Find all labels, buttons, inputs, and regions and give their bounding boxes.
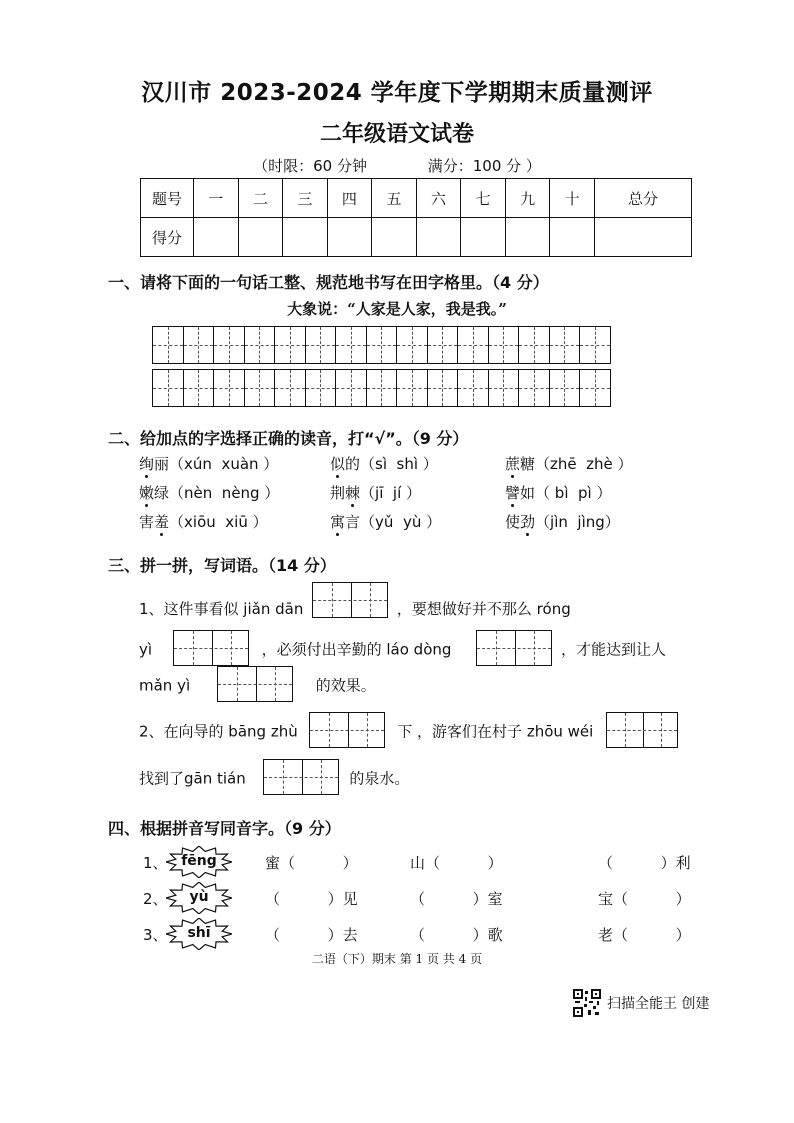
tianzige-cell[interactable] (183, 326, 215, 364)
line-text: mǎn yì (139, 676, 191, 695)
score-cell[interactable] (327, 218, 372, 257)
dotted-char: 羞 (154, 513, 170, 531)
pronunciation-item (139, 482, 279, 503)
homophone-blank[interactable]: （ ）见 (265, 890, 358, 908)
score-value-row (141, 218, 692, 257)
section3-line-2 (139, 634, 666, 666)
pinyin-label: yù (189, 889, 209, 905)
word-char: 荆 (330, 484, 346, 502)
tianzige-cell[interactable] (213, 326, 245, 364)
pinyin-options[interactable]: （xún xuàn ） (169, 455, 279, 473)
score-header-row (141, 179, 692, 218)
homophone-blank[interactable]: 老（ ） (598, 926, 691, 944)
section3-title: 三、拼一拼，写词语。（14 分） (108, 556, 336, 575)
tianzige-cell[interactable] (335, 326, 367, 364)
score-header-cell: 五 (372, 179, 417, 218)
pronunciation-item (330, 482, 421, 503)
word-char: 言 (345, 513, 361, 531)
tianzige-cell[interactable] (305, 369, 337, 407)
box-guide (264, 777, 338, 778)
homophone-blank[interactable]: 山（ ） (410, 854, 503, 872)
section1-title: 一、请将下面的一句话工整、规范地书写在田字格里。（4 分） (108, 273, 549, 292)
dotted-char: 譬 (505, 484, 521, 502)
score-header-cell: 七 (461, 179, 506, 218)
tianzige-cell[interactable] (183, 369, 215, 407)
box-guide (174, 648, 248, 649)
dotted-char: 寓 (330, 513, 346, 531)
pinyin-options[interactable]: （ bì pì ） (535, 484, 612, 502)
section3-line-4 (139, 716, 678, 748)
tianzige-cell[interactable] (427, 326, 459, 364)
tianzige-row-1[interactable] (153, 326, 611, 364)
exam-title: 汉川市 2023-2024 学年度下学期期末质量测评 (141, 80, 653, 106)
time-limit: （时限：60 分钟 (253, 157, 367, 175)
word-char: 如 (520, 484, 536, 502)
answer-box[interactable] (312, 582, 388, 618)
score-header-cell: 四 (327, 179, 372, 218)
line-text: ，必须付出辛勤的 láo dòng (261, 640, 452, 659)
score-header-cell: 二 (238, 179, 283, 218)
line-text: 的效果。 (315, 676, 376, 695)
pinyin-options[interactable]: （xiōu xiū ） (169, 513, 268, 531)
tianzige-cell[interactable] (427, 369, 459, 407)
tianzige-cell[interactable] (244, 369, 276, 407)
tianzige-cell[interactable] (335, 369, 367, 407)
box-guide (607, 730, 677, 731)
tianzige-cell[interactable] (396, 369, 428, 407)
box-guide (218, 684, 292, 685)
tianzige-cell[interactable] (549, 369, 581, 407)
line-text: 找到了gān tián (139, 769, 246, 788)
pinyin-options[interactable]: （yǔ yù ） (360, 513, 442, 531)
score-cell[interactable] (372, 218, 417, 257)
answer-box[interactable] (606, 712, 678, 748)
section2-title: 二、给加点的字选择正确的读音，打“√”。（9 分） (108, 429, 469, 448)
box-guide (310, 730, 384, 731)
score-cell[interactable] (505, 218, 550, 257)
dotted-char: 似 (330, 455, 346, 473)
word-char: 绿 (154, 484, 170, 502)
score-header-cell: 十 (550, 179, 595, 218)
score-cell[interactable] (595, 218, 692, 257)
score-header-cell: 九 (505, 179, 550, 218)
tianzige-cell[interactable] (274, 369, 306, 407)
answer-box[interactable] (263, 759, 339, 795)
answer-box[interactable] (173, 630, 249, 666)
pronunciation-item (330, 511, 441, 532)
dotted-char: 绚 (139, 455, 155, 473)
word-char: 的 (345, 455, 361, 473)
full-score: 满分：100 分 ） (427, 157, 541, 175)
line-text: yì (139, 640, 153, 659)
scanner-watermark (573, 989, 709, 1017)
pinyin-label: shī (187, 925, 211, 941)
dotted-char: 嫩 (139, 484, 155, 502)
line-text: 2、在向导的 bāng zhù (139, 722, 298, 741)
line-text: 1、这件事看似 jiǎn dān (139, 600, 304, 618)
word-char: 害 (139, 513, 155, 531)
answer-box[interactable] (217, 666, 293, 702)
dotted-char: 棘 (345, 484, 361, 502)
pinyin-options[interactable]: （sì shì ） (360, 455, 438, 473)
tianzige-cell[interactable] (457, 369, 489, 407)
item-number: 3、 (143, 926, 168, 944)
tianzige-cell[interactable] (152, 326, 184, 364)
score-header-cell: 题号 (141, 179, 194, 218)
item-number: 1、 (143, 854, 168, 872)
starburst-badge (166, 882, 232, 914)
score-cell[interactable] (461, 218, 506, 257)
line-text: ，要想做好并不那么 róng (396, 600, 571, 618)
homophone-blank[interactable]: （ ）歌 (410, 926, 503, 944)
exam-subtitle: 二年级语文试卷 (319, 122, 474, 147)
word-char: 丽 (154, 455, 170, 473)
section1-quote: 大象说：“人家是人家，我是我。” (287, 300, 507, 318)
homophone-blank[interactable]: （ ）去 (265, 926, 358, 944)
answer-box[interactable] (476, 630, 552, 666)
pinyin-options[interactable]: （jìn jìng） (535, 513, 620, 531)
score-row-label: 得分 (141, 218, 194, 257)
score-table (140, 178, 692, 257)
tianzige-cell[interactable] (366, 369, 398, 407)
pronunciation-item (505, 482, 611, 503)
pronunciation-item (505, 511, 620, 532)
tianzige-cell[interactable] (152, 369, 184, 407)
tianzige-cell[interactable] (366, 326, 398, 364)
pinyin-options[interactable]: （jī jí ） (360, 484, 422, 502)
starburst-badge (166, 846, 232, 878)
box-guide (477, 648, 551, 649)
starburst-badge (166, 918, 232, 950)
dotted-char: 劲 (520, 513, 536, 531)
tianzige-cell[interactable] (457, 326, 489, 364)
tianzige-cell[interactable] (305, 326, 337, 364)
pinyin-options[interactable]: （nèn nèng ） (169, 484, 280, 502)
pronunciation-item (505, 453, 633, 474)
word-char: 糖 (520, 455, 536, 473)
tianzige-cell[interactable] (518, 326, 550, 364)
line-text: ，才能达到让人 (560, 640, 666, 659)
score-cell[interactable] (283, 218, 328, 257)
homophone-blank[interactable]: （ ）室 (410, 890, 503, 908)
score-cell[interactable] (550, 218, 595, 257)
tianzige-cell[interactable] (213, 369, 245, 407)
line-text: 的泉水。 (349, 769, 410, 788)
score-cell[interactable] (238, 218, 283, 257)
score-header-cell: 六 (416, 179, 461, 218)
tianzige-row-2[interactable] (153, 369, 611, 407)
tianzige-cell[interactable] (549, 326, 581, 364)
tianzige-cell[interactable] (396, 326, 428, 364)
homophone-blank[interactable]: 宝（ ） (598, 890, 691, 908)
box-guide (313, 600, 387, 601)
pinyin-label: fēng (181, 853, 217, 869)
page-footer: 二语（下）期末 第 1 页 共 4 页 (311, 952, 483, 966)
item-number: 2、 (143, 890, 168, 908)
answer-box[interactable] (309, 712, 385, 748)
pinyin-options[interactable]: （zhē zhè ） (535, 455, 633, 473)
pronunciation-item (330, 453, 438, 474)
word-char: 使 (505, 513, 521, 531)
tianzige-cell[interactable] (488, 369, 520, 407)
tianzige-cell[interactable] (274, 326, 306, 364)
section3-line-5 (139, 763, 409, 795)
tianzige-cell[interactable] (244, 326, 276, 364)
dotted-char: 蔗 (505, 455, 521, 473)
tianzige-cell[interactable] (488, 326, 520, 364)
section4-title: 四、根据拼音写同音字。（9 分） (108, 819, 341, 838)
line-text: 下 ，游客们在村子 zhōu wéi (397, 722, 594, 741)
score-cell[interactable] (194, 218, 239, 257)
tianzige-cell[interactable] (579, 369, 611, 407)
brand-text: 扫描全能王 创建 (607, 996, 710, 1012)
tianzige-cell[interactable] (579, 326, 611, 364)
qr-code-icon (573, 989, 601, 1017)
homophone-blank[interactable]: （ ）利 (598, 854, 691, 872)
section3-line-3 (139, 670, 376, 702)
homophone-blank[interactable]: 蜜（ ） (265, 854, 358, 872)
pronunciation-item (139, 453, 278, 474)
section3-line-1 (139, 598, 571, 619)
pronunciation-item (139, 511, 268, 532)
exam-info (0, 155, 794, 176)
score-header-cell: 三 (283, 179, 328, 218)
score-header-cell: 总分 (595, 179, 692, 218)
tianzige-cell[interactable] (518, 369, 550, 407)
score-cell[interactable] (416, 218, 461, 257)
score-header-cell: 一 (194, 179, 239, 218)
